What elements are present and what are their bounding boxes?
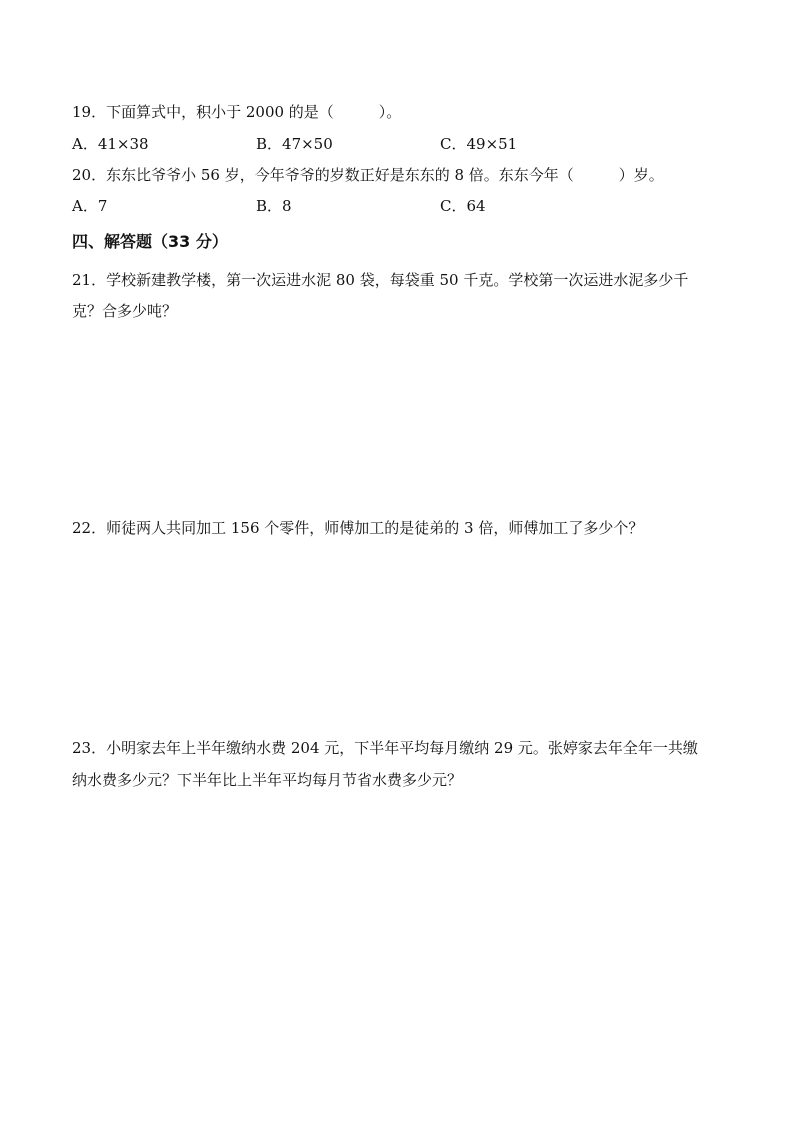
q20-option-b: B．8 [256,197,292,215]
q23-line-1: 23．小明家去年上半年缴纳水费 204 元，下半年平均每月缴纳 29 元。张婷家去年全年一共缴 [72,739,698,757]
q21-line-1: 21．学校新建教学楼，第一次运进水泥 80 袋，每袋重 50 千克。学校第一次运进水泥多少千 [72,271,689,289]
q22-line-1: 22．师徒两人共同加工 156 个零件，师傅加工的是徒弟的 3 倍，师傅加工了多少个？ [72,519,644,537]
q19-stem: 19．下面算式中，积小于 2000 的是（ ）。 [72,103,402,121]
q20-option-c: C．64 [440,197,486,215]
q19-option-a: A．41×38 [72,135,149,153]
q21-line-2: 克？合多少吨？ [72,302,178,320]
q20-stem: 20．东东比爷爷小 56 岁，今年爷爷的岁数正好是东东的 8 倍。东东今年（ ）岁。 [72,166,664,184]
q23-line-2: 纳水费多少元？下半年比上半年平均每月节省水费多少元？ [72,771,463,789]
section-4-heading: 四、解答题（33 分） [72,232,228,251]
q19-option-b: B．47×50 [256,135,333,153]
q20-option-a: A．7 [72,197,108,215]
q19-option-c: C．49×51 [440,135,518,153]
